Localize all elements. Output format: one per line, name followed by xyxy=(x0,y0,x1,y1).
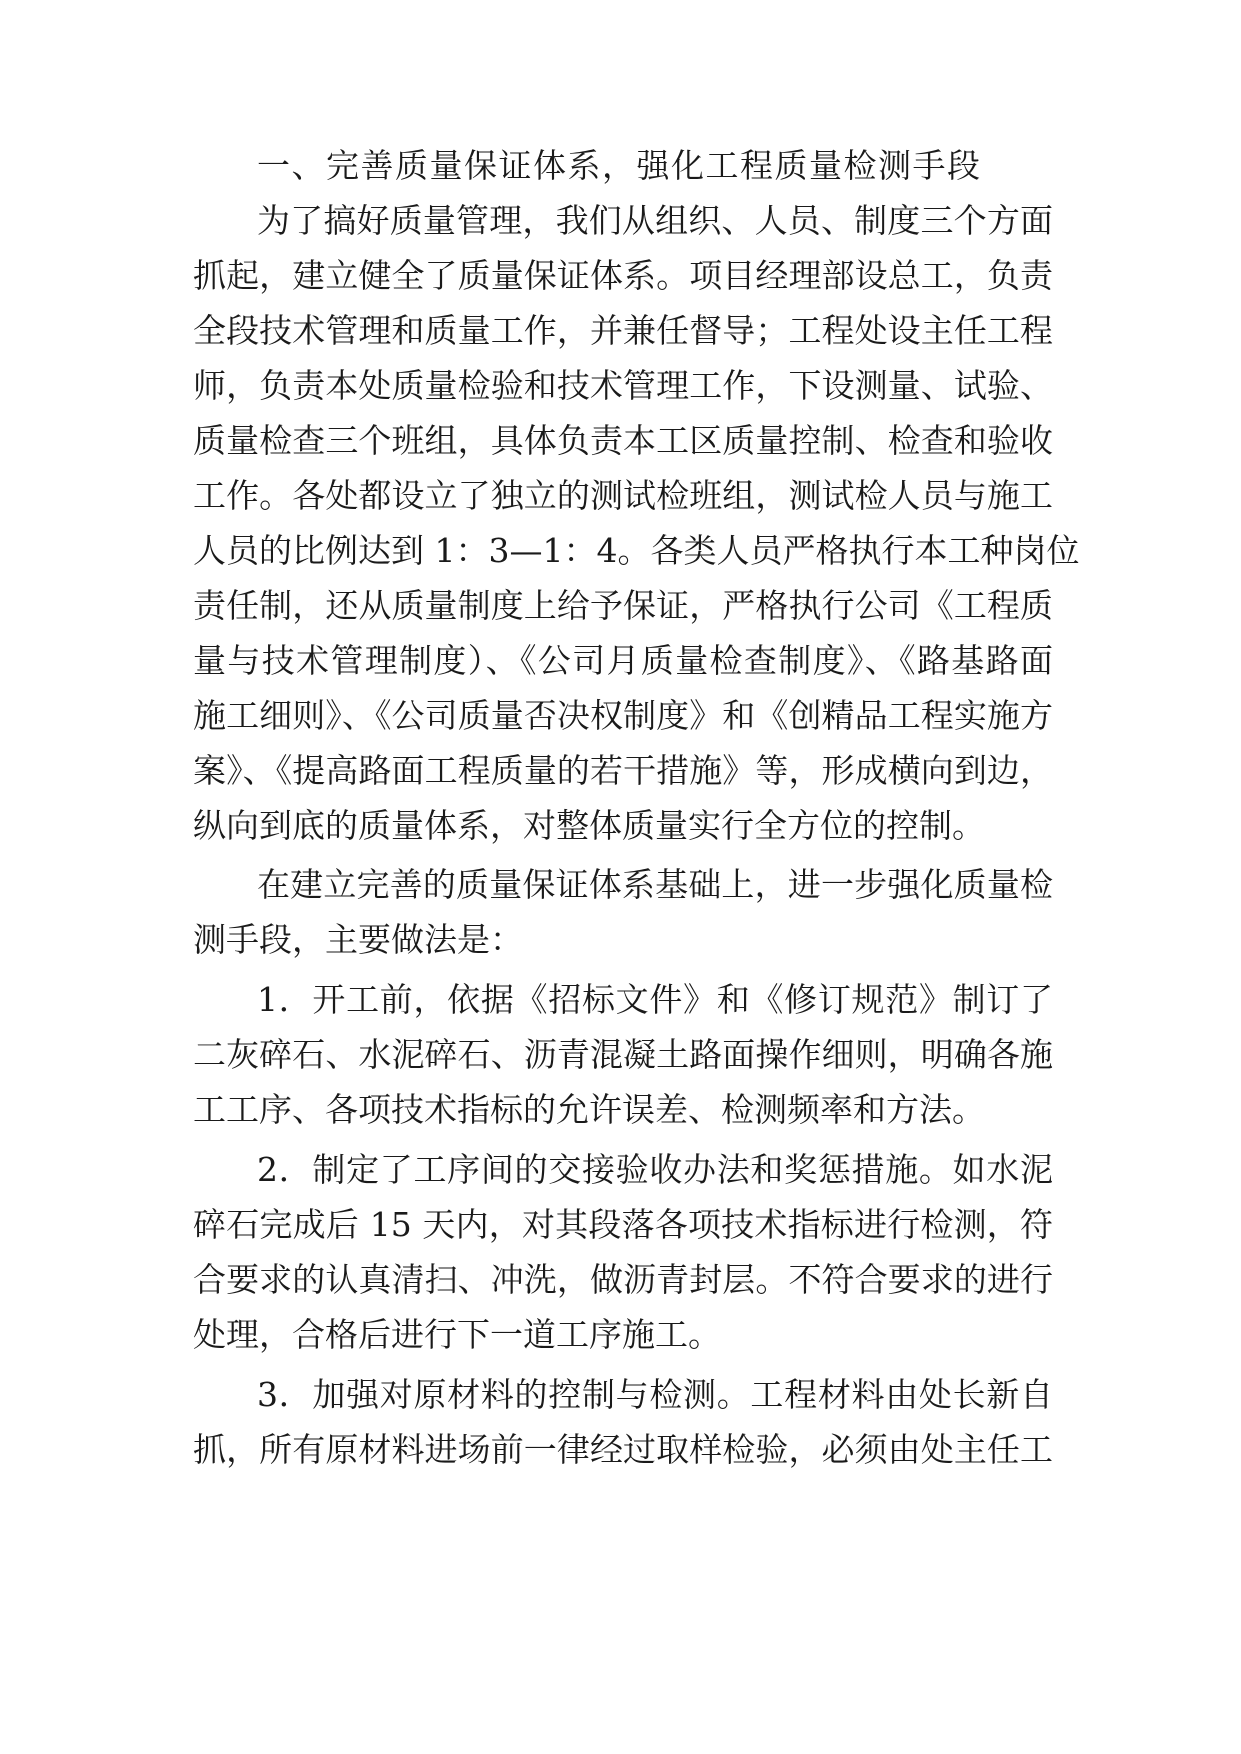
paragraph-4-line-3: 合要求的认真清扫、冲洗，做沥青封层。不符合要求的进行 xyxy=(193,1260,1053,1299)
paragraph-5-line-1: 3．加强对原材料的控制与检测。工程材料由处长新自 xyxy=(257,1375,1053,1414)
paragraph-1-line-9: 量与技术管理制度）、《公司月质量检查制度》、《路基路面 xyxy=(193,641,1053,680)
paragraph-2-line-2: 测手段，主要做法是： xyxy=(193,920,523,959)
paragraph-4-line-4: 处理，合格后进行下一道工序施工。 xyxy=(193,1315,721,1354)
paragraph-2-line-1: 在建立完善的质量保证体系基础上，进一步强化质量检 xyxy=(257,865,1053,904)
paragraph-1-line-8: 责任制，还从质量制度上给予保证，严格执行公司《工程质 xyxy=(193,586,1053,625)
paragraph-1-line-4: 师，负责本处质量检验和技术管理工作，下设测量、试验、 xyxy=(193,366,1053,405)
paragraph-4-line-1: 2．制定了工序间的交接验收办法和奖惩措施。如水泥 xyxy=(257,1150,1053,1189)
paragraph-3-line-1: 1．开工前，依据《招标文件》和《修订规范》制订了 xyxy=(257,980,1053,1019)
paragraph-1-line-11: 案》、《提高路面工程质量的若干措施》等，形成横向到边， xyxy=(193,751,1053,790)
paragraph-5-line-2: 抓，所有原材料进场前一律经过取样检验，必须由处主任工 xyxy=(193,1430,1053,1469)
section-heading: 一、完善质量保证体系，强化工程质量检测手段 xyxy=(257,146,982,185)
paragraph-1-line-1: 为了搞好质量管理，我们从组织、人员、制度三个方面 xyxy=(257,201,1053,240)
paragraph-1-line-10: 施工细则》、《公司质量否决权制度》和《创精品工程实施方 xyxy=(193,696,1053,735)
paragraph-1-line-2: 抓起，建立健全了质量保证体系。项目经理部设总工，负责 xyxy=(193,256,1053,295)
paragraph-1-line-6: 工作。各处都设立了独立的测试检班组，测试检人员与施工 xyxy=(193,476,1053,515)
paragraph-3-line-2: 二灰碎石、水泥碎石、沥青混凝土路面操作细则，明确各施 xyxy=(193,1035,1053,1074)
paragraph-1-line-7: 人员的比例达到 1：3—1：4。各类人员严格执行本工种岗位 xyxy=(193,531,1080,570)
paragraph-1-line-5: 质量检查三个班组，具体负责本工区质量控制、检查和验收 xyxy=(193,421,1053,460)
paragraph-4-line-2: 碎石完成后 15 天内，对其段落各项技术指标进行检测，符 xyxy=(193,1205,1053,1244)
paragraph-1-line-3: 全段技术管理和质量工作，并兼任督导；工程处设主任工程 xyxy=(193,311,1053,350)
paragraph-1-line-12: 纵向到底的质量体系，对整体质量实行全方位的控制。 xyxy=(193,806,985,845)
paragraph-3-line-3: 工工序、各项技术指标的允许误差、检测频率和方法。 xyxy=(193,1090,985,1129)
